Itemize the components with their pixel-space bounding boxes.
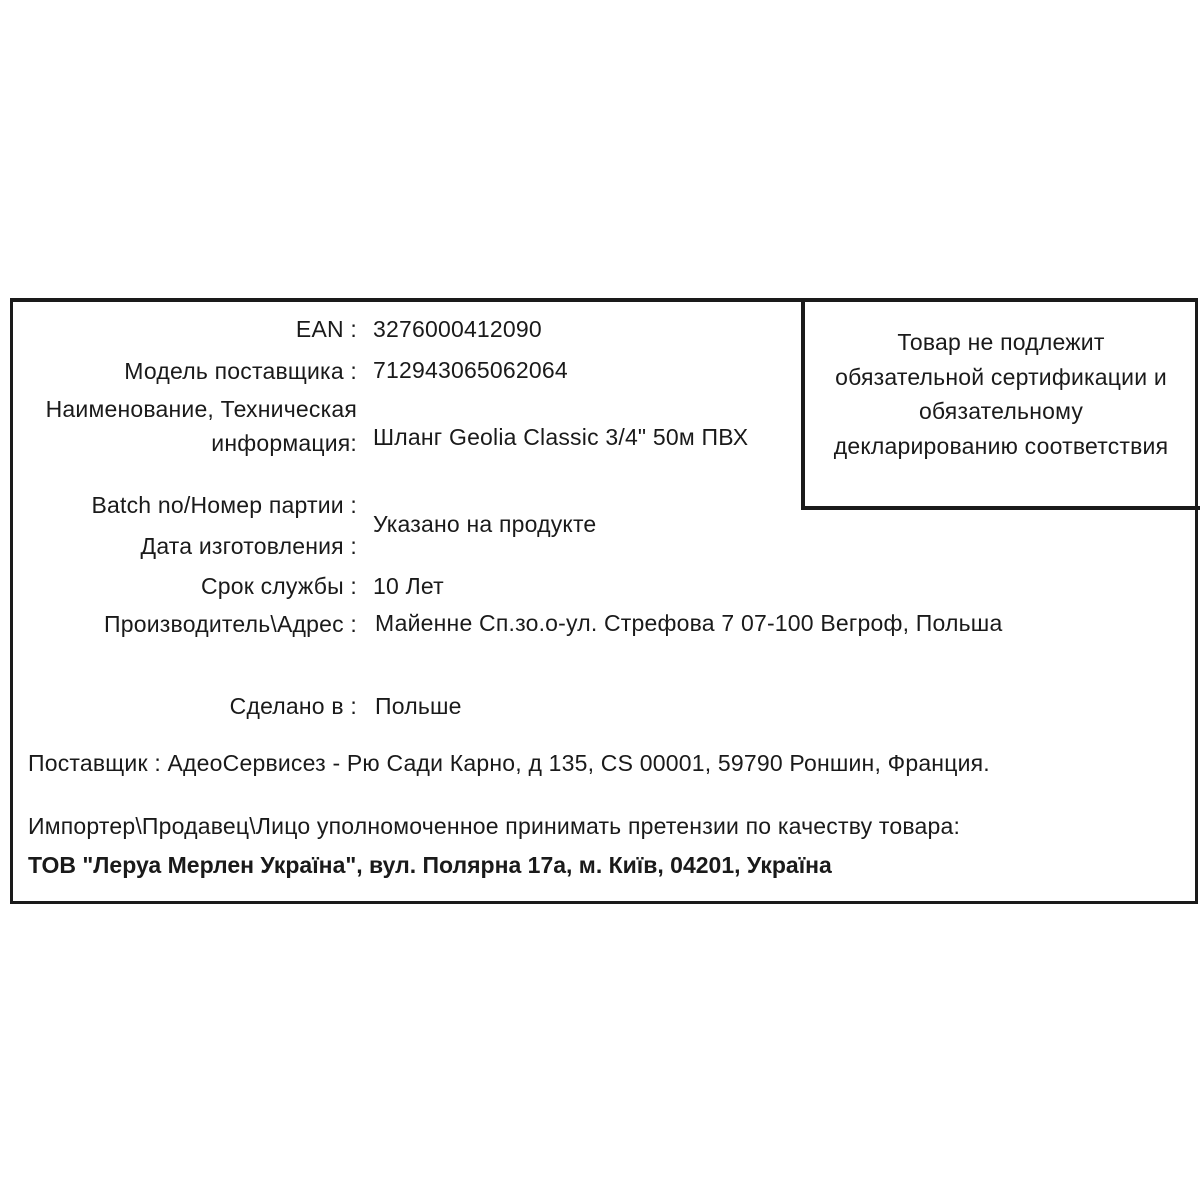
certification-line: Товар не подлежит (897, 329, 1105, 355)
batch-date-value: Указано на продукте (373, 511, 597, 537)
service-life-value: 10 Лет (373, 573, 444, 599)
manufacture-date-key: Дата изготовления : (140, 533, 357, 559)
certification-line: декларированию соответствия (833, 432, 1169, 459)
service-life-key: Срок службы : (200, 573, 357, 599)
certification-text (805, 325, 1197, 463)
manufacturer-key: Производитель\Адрес : (104, 611, 357, 637)
importer-line: Импортер\Продавец\Лицо уполномоченное принимать претензии по качеству товара: (28, 813, 961, 839)
product-label (10, 298, 1198, 904)
batch-number-key: Batch no/Номер партии : (91, 492, 357, 518)
product-name-key-line1: Наименование, Техническая (45, 396, 357, 422)
supplier-model-key: Модель поставщика : (124, 358, 357, 384)
certification-box (801, 298, 1200, 510)
product-name-value: Шланг Geolia Classic 3/4" 50м ПВХ (373, 424, 749, 450)
certification-line: обязательной сертификации и (835, 363, 1167, 390)
manufacturer-value: Майенне Сп.зо.о-ул. Стрефова 7 07-100 Вегроф, Польша (375, 610, 1003, 636)
made-in-key: Сделано в : (229, 693, 357, 719)
supplier-model-value: 712943065062064 (373, 357, 568, 383)
importer-company: ТОВ "Леруа Мерлен Україна", вул. Полярна 17а, м. Київ, 04201, Україна (28, 852, 832, 878)
product-name-key-line2: информация: (211, 430, 357, 456)
supplier-line: Поставщик : АдеоСервисез - Рю Сади Карно, д 135, CS 00001, 59790 Роншин, Франция. (28, 750, 990, 776)
ean-value: 3276000412090 (373, 316, 542, 342)
ean-key: EAN : (295, 316, 357, 342)
made-in-value: Польше (375, 693, 462, 719)
certification-line: обязательному (918, 398, 1084, 424)
